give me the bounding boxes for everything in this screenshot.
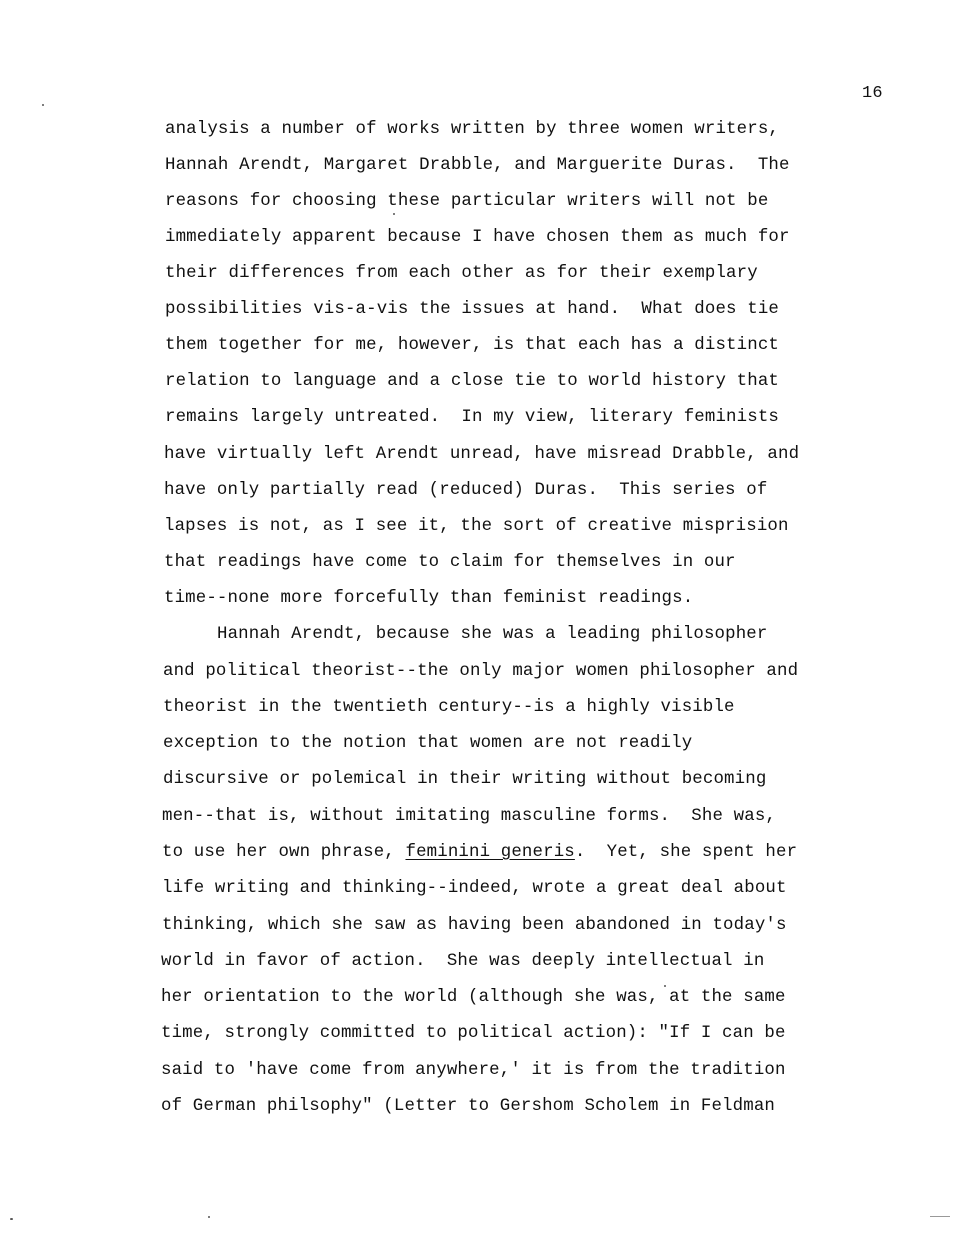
- text-line: [161, 987, 786, 1009]
- line-text: time, strongly committed to political action): "If I can be: [161, 1024, 786, 1043]
- line-text: her orientation to the world (although she was, at the same: [161, 988, 786, 1007]
- text-line: [165, 371, 779, 393]
- text-line: [165, 191, 768, 213]
- text-line: [164, 552, 736, 574]
- text-line: [165, 407, 779, 429]
- text-line: [165, 227, 790, 249]
- text-line: [162, 806, 776, 828]
- text-line: [165, 155, 790, 177]
- text-line: [163, 733, 692, 755]
- italic-phrase-underlined: feminini generis: [405, 843, 575, 862]
- line-text: theorist in the twentieth century--is a highly visible: [163, 698, 735, 717]
- line-text: discursive or polemical in their writing without becoming: [163, 770, 767, 789]
- line-text: men--that is, without imitating masculine forms. She was,: [162, 807, 776, 826]
- text-line: [165, 119, 779, 141]
- line-text: said to 'have come from anywhere,' it is from the tradition: [161, 1061, 786, 1080]
- line-text: have only partially read (reduced) Duras. This series of: [164, 481, 768, 500]
- line-text: world in favor of action. She was deeply intellectual in: [161, 952, 765, 971]
- line-text: immediately apparent because I have chosen them as much for: [165, 228, 790, 247]
- scan-speck: [10, 1218, 13, 1220]
- text-line: [163, 769, 766, 791]
- scan-speck: [42, 104, 44, 106]
- text-line: [162, 842, 797, 864]
- text-line: [164, 480, 767, 502]
- text-line: [161, 951, 764, 973]
- text-line: [164, 444, 799, 466]
- scan-speck: [930, 1216, 950, 1217]
- text-line: [165, 263, 758, 285]
- line-text: lapses is not, as I see it, the sort of creative misprision: [164, 517, 789, 536]
- scan-speck: [664, 985, 666, 987]
- text-line: [165, 335, 779, 357]
- line-text: that readings have come to claim for themselves in our: [164, 553, 736, 572]
- line-text: exception to the notion that women are not readily: [163, 734, 693, 753]
- line-text: analysis a number of works written by three women writers,: [165, 120, 779, 139]
- text-line: [161, 1060, 786, 1082]
- line-text: time--none more forcefully than feminist readings.: [164, 589, 694, 608]
- scan-speck: [208, 1216, 210, 1218]
- line-text: and political theorist--the only major women philosopher and: [163, 662, 799, 681]
- line-text: . Yet, she spent her: [574, 843, 798, 862]
- line-text: relation to language and a close tie to world history that: [165, 372, 779, 391]
- text-line: [164, 588, 693, 610]
- line-text: them together for me, however, is that each has a distinct: [165, 336, 779, 355]
- line-text: remains largely untreated. In my view, literary feminists: [165, 408, 779, 427]
- line-text: Hannah Arendt, because she was a leading philosopher: [217, 625, 768, 644]
- line-text: of German philsophy" (Letter to Gershom Scholem in Feldman: [161, 1097, 775, 1116]
- text-line: [164, 516, 789, 538]
- line-text: their differences from each other as for their exemplary: [165, 264, 758, 283]
- page-number: 16: [862, 84, 883, 103]
- text-line: [165, 299, 779, 321]
- text-line: [161, 1096, 775, 1118]
- text-line: [161, 1023, 786, 1045]
- text-line: [162, 915, 787, 937]
- line-text: have virtually left Arendt unread, have misread Drabble, and: [164, 445, 800, 464]
- line-text: to use her own phrase,: [162, 843, 406, 862]
- line-text: thinking, which she saw as having been abandoned in today's: [162, 916, 787, 935]
- line-text: possibilities vis-a-vis the issues at hand. What does tie: [165, 300, 779, 319]
- line-text: life writing and thinking--indeed, wrote a great deal about: [162, 879, 787, 898]
- line-text: reasons for choosing these particular writers will not be: [165, 192, 769, 211]
- paragraph-start-line: [217, 624, 767, 646]
- scan-speck: [393, 213, 395, 215]
- text-line: [162, 878, 787, 900]
- text-line: [163, 697, 735, 719]
- line-text: Hannah Arendt, Margaret Drabble, and Marguerite Duras. The: [165, 156, 790, 175]
- text-line: [163, 661, 798, 683]
